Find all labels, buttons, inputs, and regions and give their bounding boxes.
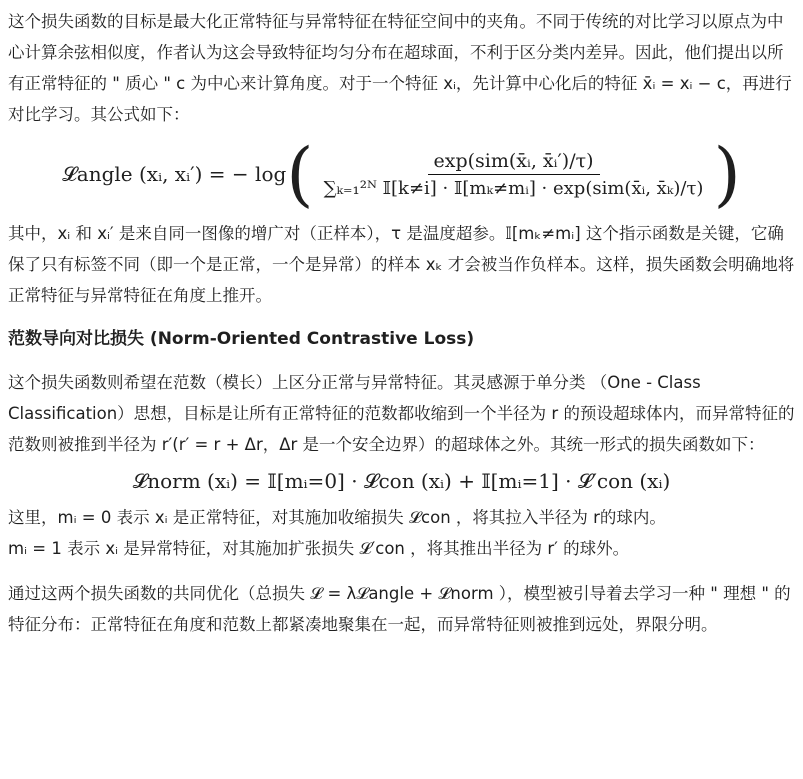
paragraph-angle-intro: 这个损失函数的目标是最大化正常特征与异常特征在特征空间中的夹角。不同于传统的对比学习以原点为中心计算余弦相似度，作者认为这会导致特征均匀分布在超球面，不利于区分类内差异。因此，他们提出以所有正常特征的 " 质心 " c 为中心来计算角度。对于一个特征 xᵢ，先计算中心化后的特征 x̄ᵢ = xᵢ − c，再进行对比学习。其公式如下：: [8, 12, 792, 124]
angle-formula-numerator: exp(sim(x̄ᵢ, x̄ᵢ′)/τ): [428, 150, 600, 175]
paragraph-angle-explanation: 其中，xᵢ 和 xᵢ′ 是来自同一图像的增广对（正样本），τ 是温度超参。𝕀[mₖ≠mᵢ] 这个指示函数是关键，它确保了只有标签不同（即一个是正常，一个是异常）的样本 xₖ 才会被当作负样本。这样，损失函数会明确地将正常特征与异常特征在角度上推开。: [8, 224, 795, 305]
norm-loss-formula: 𝓛norm (xᵢ) = 𝕀[mᵢ=0] · 𝓛con (xᵢ) + 𝕀[mᵢ=1] · 𝓛′con (xᵢ): [132, 469, 671, 493]
paragraph-summary: 通过这两个损失函数的共同优化（总损失 𝓛 = λ𝓛angle + 𝓛norm ），模型被引导着去学习一种 " 理想 " 的特征分布：正常特征在角度和范数上都紧凑地聚集在一起，而异常特征则被推到远处，界限分明。: [8, 584, 791, 634]
right-paren: ): [713, 133, 741, 215]
angle-loss-formula: [8, 130, 795, 218]
paragraph-norm-intro: 这个损失函数则希望在范数（模长）上区分正常与异常特征。其灵感源于单分类 （One - Class Classification）思想，目标是让所有正常特征的范数都收缩到一个半径为 r 的预设超球体内，而异常特征的范数则被推到半径为 r′(r′ = r + Δr，Δr 是一个安全边界）的超球体之外。其统一形式的损失函数如下：: [8, 373, 795, 454]
angle-formula-fraction: [318, 150, 710, 199]
section-heading-norm-loss: 范数导向对比损失 (Norm-Oriented Contrastive Loss): [8, 329, 475, 349]
paragraph-norm-explanation-line2: mᵢ = 1 表示 xᵢ 是异常特征，对其施加扩张损失 𝓛′con ，将其推出半径为 r′ 的球外。: [8, 539, 630, 558]
angle-formula-lhs: 𝓛angle (xᵢ, xᵢ′) = − log: [62, 162, 287, 186]
angle-formula-denominator: ∑ₖ₌₁²ᴺ 𝕀[k≠i] · 𝕀[mₖ≠mᵢ] · exp(sim(x̄ᵢ, x̄ₖ)/τ): [323, 177, 704, 199]
left-paren: (: [286, 133, 314, 215]
paragraph-norm-explanation-line1: 这里，mᵢ = 0 表示 xᵢ 是正常特征，对其施加收缩损失 𝓛con ，将其拉入半径为 r的球内。: [8, 508, 666, 527]
